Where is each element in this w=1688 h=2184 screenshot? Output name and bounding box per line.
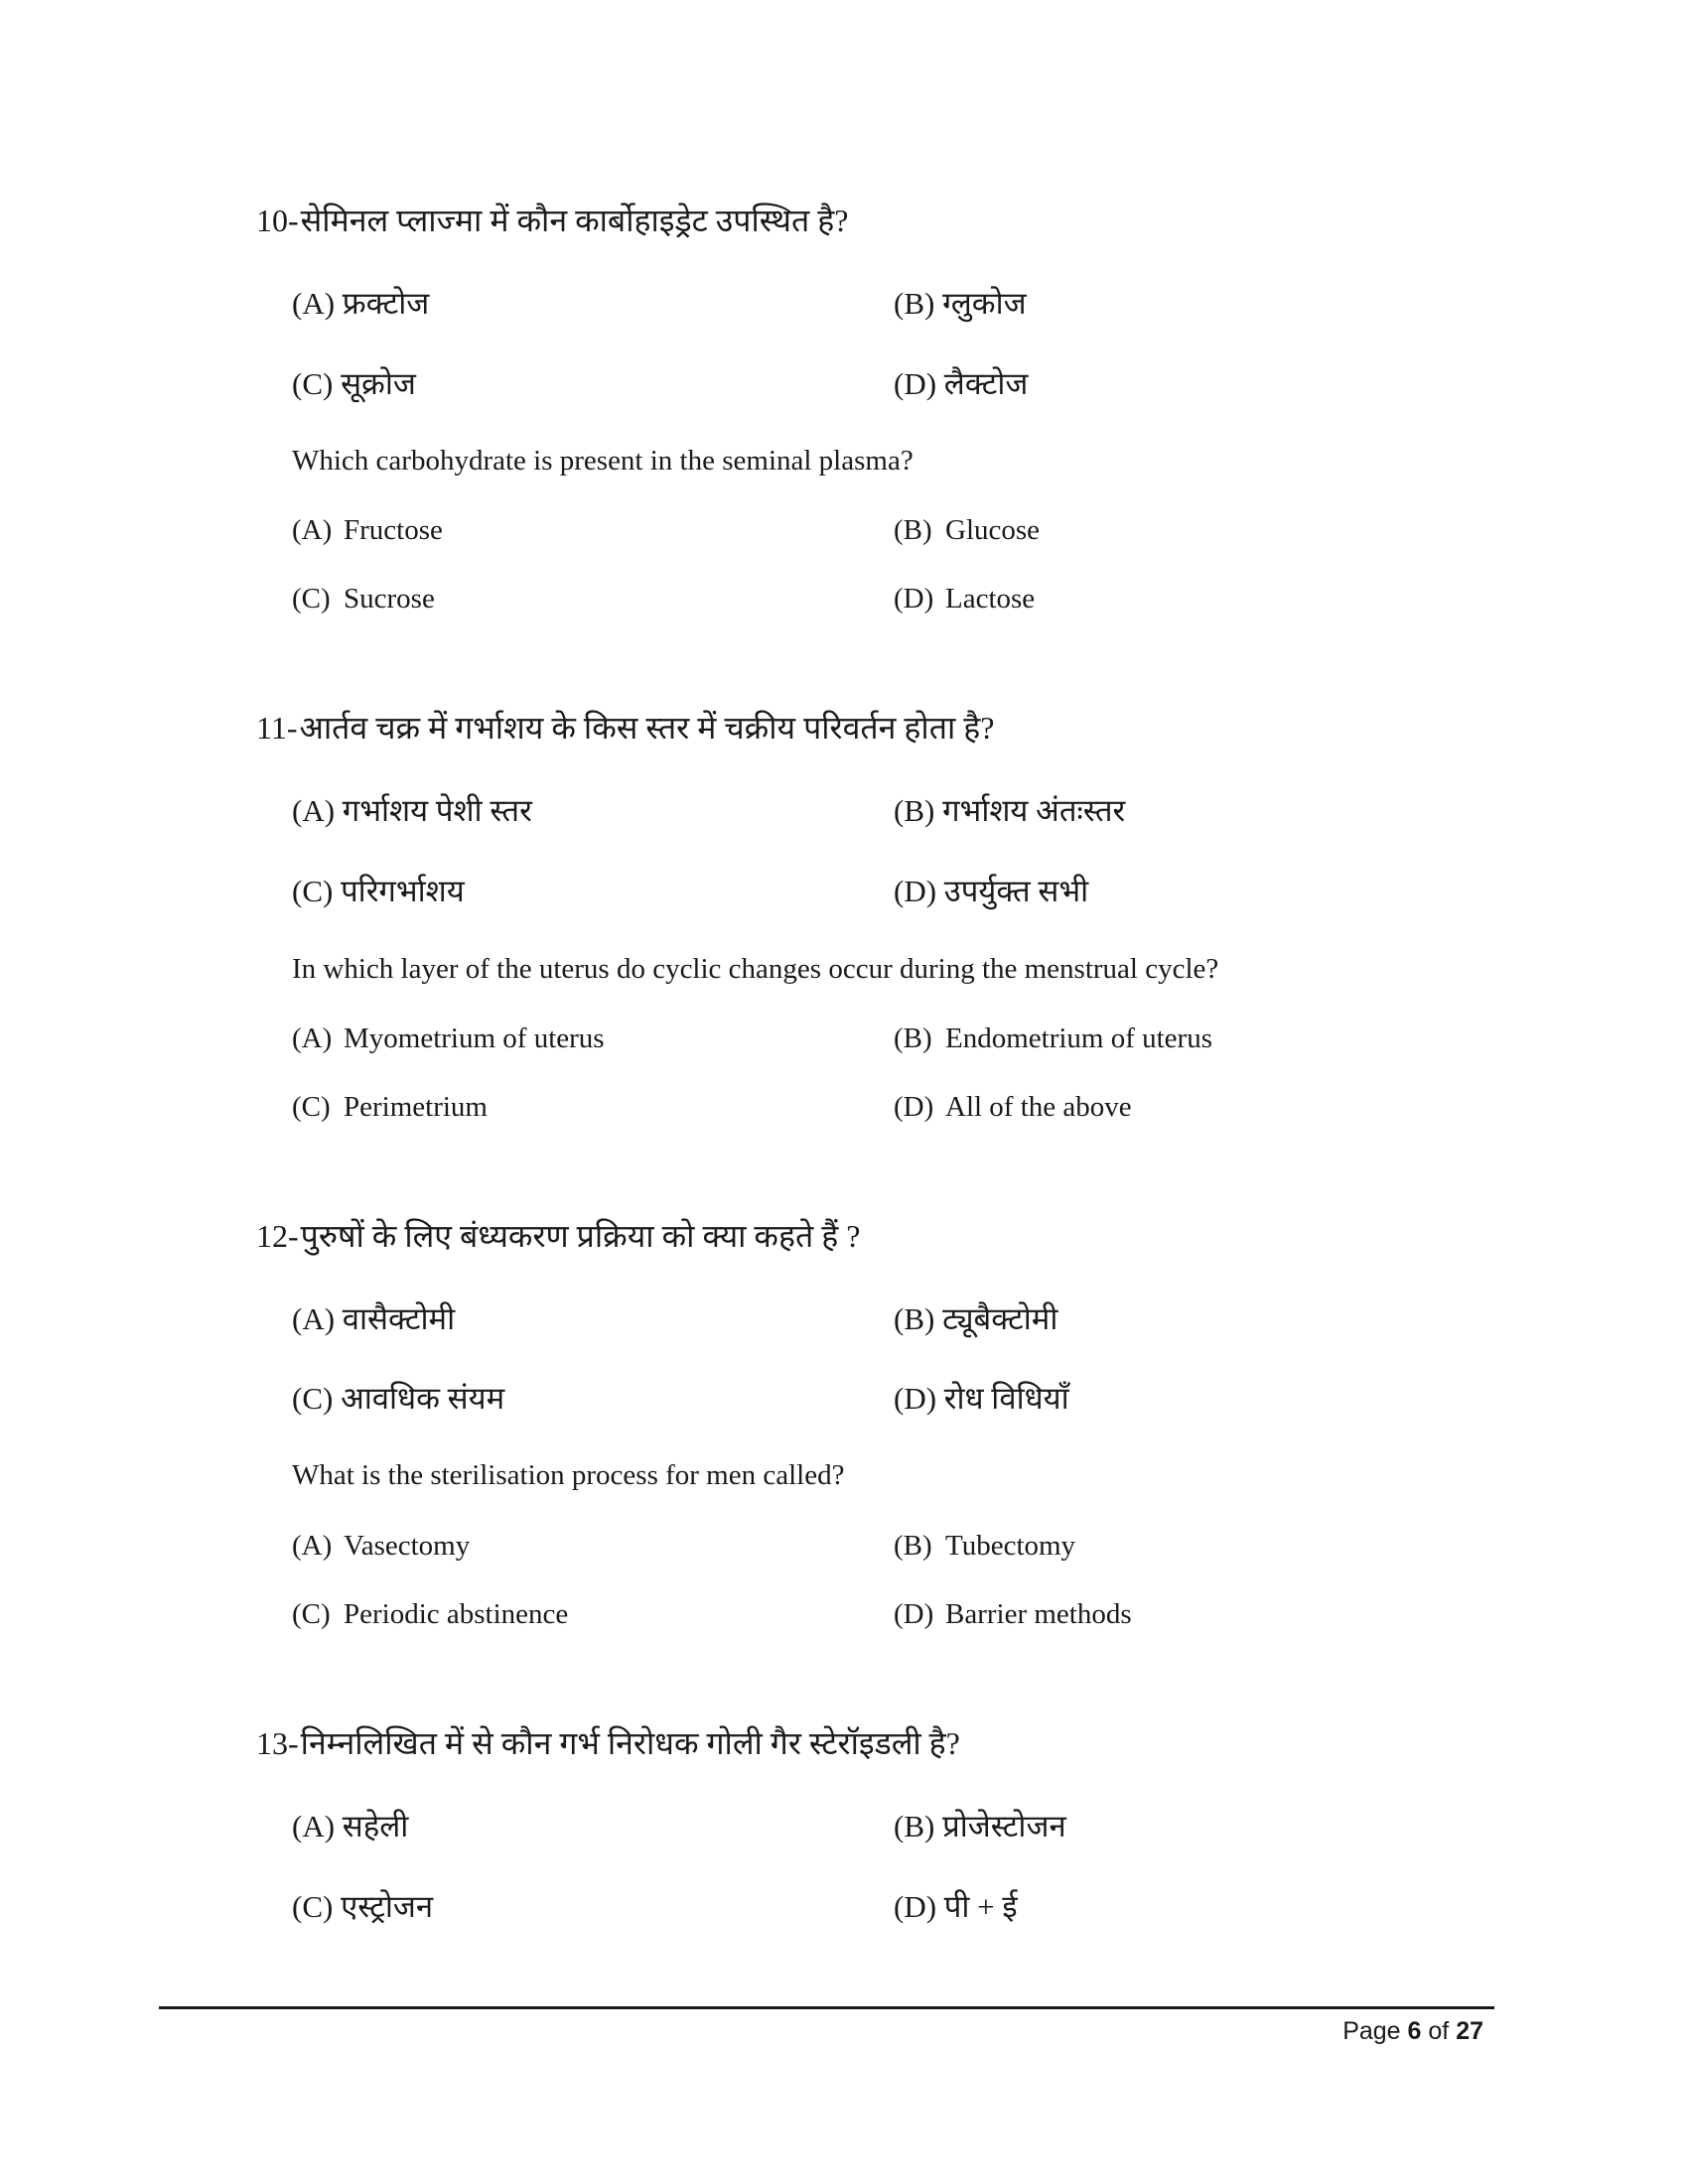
question-text-hindi: सेमिनल प्लाज्मा में कौन कार्बोहाइड्रेट उपस्थित है? — [300, 203, 849, 238]
question-text-hindi: पुरुषों के लिए बंध्यकरण प्रक्रिया को क्या कहते हैं ? — [300, 1218, 861, 1254]
question-number: 13- — [256, 1725, 299, 1761]
question-12-hindi — [256, 1220, 860, 1252]
q10-hindi-option-b: (B) ग्लुकोज — [894, 286, 1027, 321]
q11-hindi-option-d: (D) उपर्युक्त सभी — [894, 874, 1089, 908]
q11-hindi-option-a: (A) गर्भाशय पेशी स्तर — [292, 793, 532, 828]
q10-english-option-a: (A) Fructose — [292, 514, 443, 546]
page-number-footer: Page 6 of 27 — [1342, 2017, 1483, 2045]
question-number: 12- — [256, 1218, 299, 1254]
q10-english-option-c: (C) Sucrose — [292, 583, 435, 614]
q10-english-option-d: (D) Lactose — [894, 583, 1036, 614]
q13-hindi-option-a: (A) सहेली — [292, 1809, 409, 1843]
q12-english-option-d: (D) Barrier methods — [894, 1598, 1132, 1630]
q12-hindi-option-a: (A) वासैक्टोमी — [292, 1301, 456, 1336]
q11-english-option-d: (D) All of the above — [894, 1091, 1132, 1123]
q11-english-question: In which layer of the uterus do cyclic changes occur during the menstrual cycle? — [292, 953, 1219, 985]
question-13-hindi — [256, 1727, 960, 1759]
q13-hindi-option-c: (C) एस्ट्रोजन — [292, 1889, 434, 1924]
q11-english-option-c: (C) Perimetrium — [292, 1091, 488, 1123]
q11-english-option-a: (A) Myometrium of uterus — [292, 1023, 605, 1054]
q10-english-question: Which carbohydrate is present in the seminal plasma? — [292, 445, 914, 477]
q13-hindi-option-d: (D) पी + ई — [894, 1889, 1018, 1924]
question-text-hindi: निम्नलिखित में से कौन गर्भ निरोधक गोली गैर स्टेरॉइडली है? — [300, 1725, 960, 1761]
q12-english-option-a: (A) Vasectomy — [292, 1530, 471, 1562]
q11-hindi-option-b: (B) गर्भाशय अंतःस्तर — [894, 793, 1126, 828]
q12-english-option-c: (C) Periodic abstinence — [292, 1598, 569, 1630]
question-number: 11- — [256, 710, 298, 746]
q12-english-question: What is the sterilisation process for men called? — [292, 1459, 845, 1491]
question-number: 10- — [256, 203, 299, 238]
total-page-count: 27 — [1456, 2017, 1483, 2045]
q11-english-option-b: (B) Endometrium of uterus — [894, 1023, 1213, 1054]
q10-hindi-option-a: (A) फ्रक्टोज — [292, 286, 430, 321]
question-10-hindi — [256, 205, 848, 236]
q12-hindi-option-b: (B) ट्यूबैक्टोमी — [894, 1301, 1058, 1336]
question-11-hindi — [256, 712, 994, 744]
q10-english-option-b: (B) Glucose — [894, 514, 1041, 546]
q10-hindi-option-c: (C) सूक्रोज — [292, 366, 416, 401]
q12-english-option-b: (B) Tubectomy — [894, 1530, 1076, 1562]
current-page-number: 6 — [1407, 2017, 1422, 2045]
q10-hindi-option-d: (D) लैक्टोज — [894, 366, 1029, 401]
q13-hindi-option-b: (B) प्रोजेस्टोजन — [894, 1809, 1066, 1843]
q12-hindi-option-d: (D) रोध विधियाँ — [894, 1381, 1069, 1416]
q11-hindi-option-c: (C) परिगर्भाशय — [292, 874, 465, 908]
footer-divider — [159, 2006, 1494, 2009]
question-text-hindi: आर्तव चक्र में गर्भाशय के किस स्तर में चक्रीय परिवर्तन होता है? — [299, 710, 995, 746]
q12-hindi-option-c: (C) आवधिक संयम — [292, 1381, 505, 1416]
